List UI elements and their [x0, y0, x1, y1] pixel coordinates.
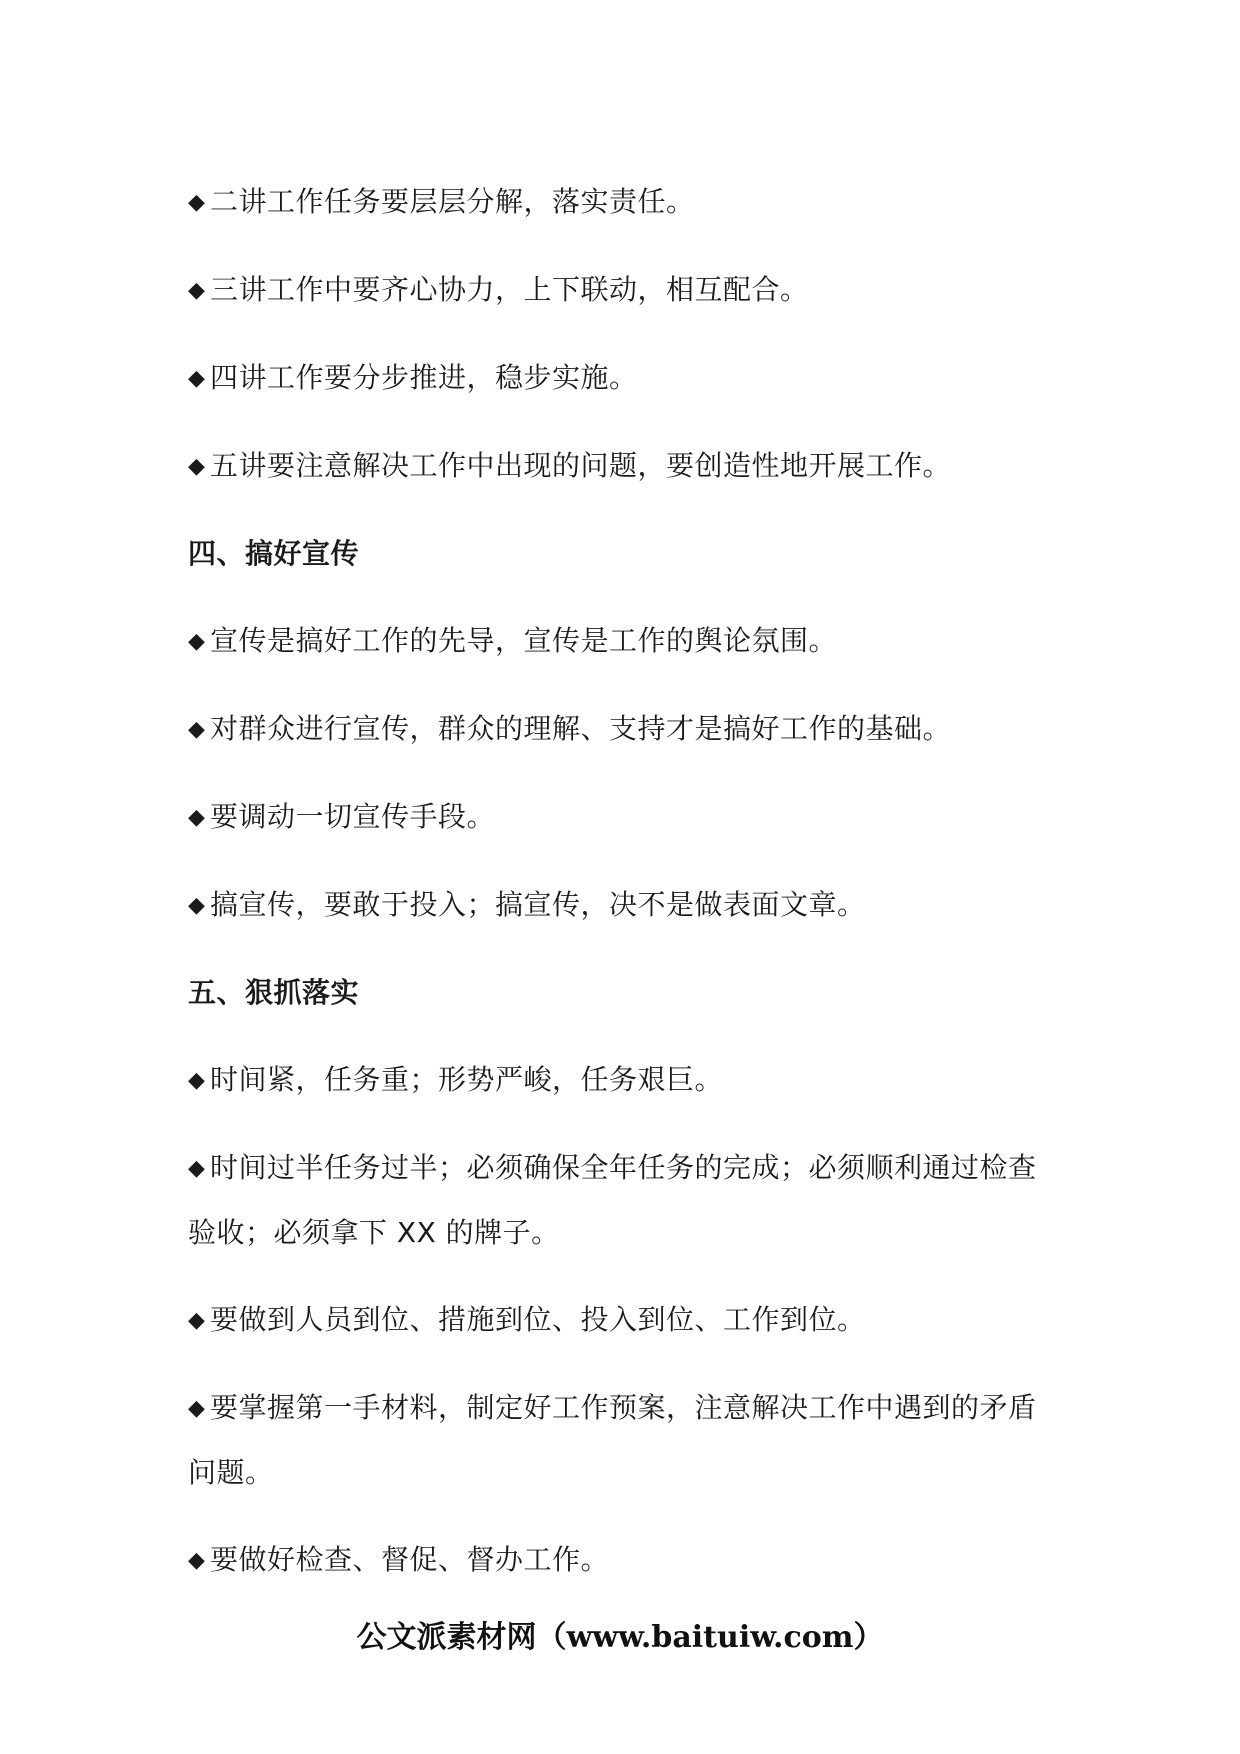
list-item [188, 1528, 1048, 1593]
list-item [188, 1376, 1048, 1505]
list-item [188, 258, 1048, 323]
list-item-text: 对群众进行宣传，群众的理解、支持才是搞好工作的基础。 [210, 712, 952, 745]
diamond-bullet-icon: ◆ [188, 717, 206, 742]
diamond-bullet-icon: ◆ [188, 190, 206, 215]
list-item [188, 1048, 1048, 1113]
diamond-bullet-icon: ◆ [188, 1068, 206, 1093]
list-item-text: 搞宣传，要敢于投入；搞宣传，决不是做表面文章。 [210, 888, 866, 921]
list-item-text: 宣传是搞好工作的先导，宣传是工作的舆论氛围。 [210, 624, 838, 657]
list-item-text: 四讲工作要分步推进，稳步实施。 [210, 361, 638, 394]
list-item [188, 697, 1048, 762]
list-item [188, 873, 1048, 938]
diamond-bullet-icon: ◆ [188, 278, 206, 303]
list-item [188, 170, 1048, 235]
section-heading-publicity: 四、搞好宣传 [188, 537, 360, 570]
list-item [188, 346, 1048, 411]
diamond-bullet-icon: ◆ [188, 1156, 206, 1181]
list-item [188, 1288, 1048, 1353]
list-item-text: 时间紧，任务重；形势严峻，任务艰巨。 [210, 1063, 724, 1096]
diamond-bullet-icon: ◆ [188, 1308, 206, 1333]
section-heading-implementation: 五、狠抓落实 [188, 976, 360, 1009]
diamond-bullet-icon: ◆ [188, 805, 206, 830]
list-item-text: 要掌握第一手材料，制定好工作预案，注意解决工作中遇到的矛盾问题。 [188, 1391, 1037, 1489]
list-item [188, 1136, 1048, 1265]
list-item-text: 要做到人员到位、措施到位、投入到位、工作到位。 [210, 1303, 866, 1336]
list-item-text: 时间过半任务过半；必须确保全年任务的完成；必须顺利通过检查验收；必须拿下 XX 的牌子。 [188, 1151, 1037, 1249]
document-body [188, 170, 1048, 1616]
diamond-bullet-icon: ◆ [188, 893, 206, 918]
list-item-text: 三讲工作中要齐心协力，上下联动，相互配合。 [210, 273, 809, 306]
diamond-bullet-icon: ◆ [188, 454, 206, 479]
list-item-text: 要调动一切宣传手段。 [210, 800, 496, 833]
diamond-bullet-icon: ◆ [188, 629, 206, 654]
diamond-bullet-icon: ◆ [188, 366, 206, 391]
list-item-text: 要做好检查、督促、督办工作。 [210, 1543, 610, 1576]
diamond-bullet-icon: ◆ [188, 1396, 206, 1421]
list-item-text: 二讲工作任务要层层分解，落实责任。 [210, 185, 695, 218]
diamond-bullet-icon: ◆ [188, 1548, 206, 1573]
list-item-text: 五讲要注意解决工作中出现的问题，要创造性地开展工作。 [210, 449, 952, 482]
page-footer-source: 公文派素材网（www.baituiw.com） [356, 1620, 884, 1655]
list-item [188, 609, 1048, 674]
list-item [188, 434, 1048, 499]
list-item [188, 785, 1048, 850]
